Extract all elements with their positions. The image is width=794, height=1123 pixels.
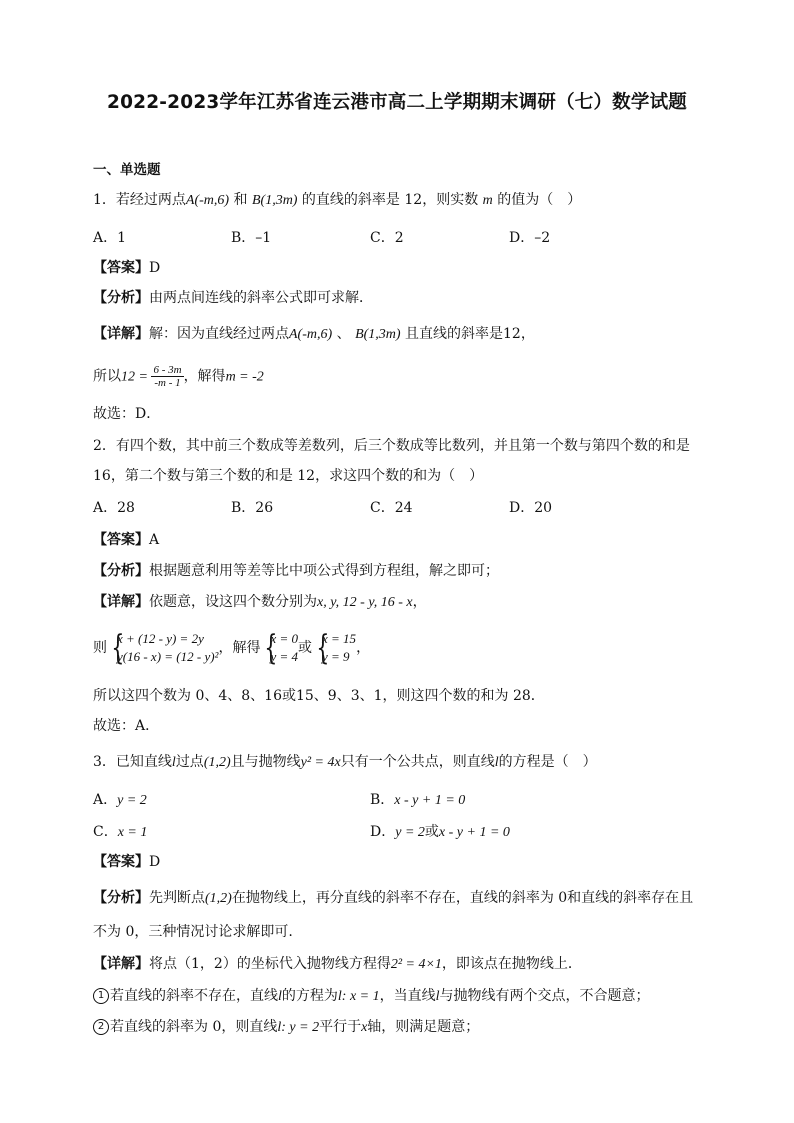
q1-option-b: B．–1 [231,230,272,246]
q2-stem-line2: 16，第二个数与第三个数的和是 12，求这四个数的和为（ ） [93,468,484,484]
q3-detail: 【详解】将点（1，2）的坐标代入抛物线方程得2² = 4×1，即该点在抛物线上． [93,956,582,972]
q1-option-a: A．1 [93,230,127,246]
q1-point-b: B(1,3m) [251,193,298,208]
q1-stem: 1．若经过两点A(-m,6) 和 B(1,3m) 的直线的斜率是 12，则实数 m 的值为（ ） [93,192,582,208]
q2-system: { x + (12 - y) = 2y y(16 - x) = (12 - y)² [111,628,219,668]
q2-equations: 则 { x + (12 - y) = 2y y(16 - x) = (12 - y)² ，解得 { x = 0 y = 4 或 { x = 15 y = 9 ， [93,628,371,668]
q1-solution: 所以12 = $\frac{6 - 3m}{-m - 1}$ ，解得m = -2 [93,364,264,389]
q2-answer: 【答案】A [93,532,160,548]
q3-case-1: 1 若直线的斜率不存在，直线l的方程为l: x = 1，当直线l与抛物线有两个交点，不合题意； [93,986,650,1007]
q3-answer: 【答案】D [93,854,161,870]
q2-stem-line1: 2．有四个数，其中前三个数成等差数列，后三个数成等比数列，并且第一个数与第四个数的和是 [93,438,690,454]
q1-answer: 【答案】D [93,260,161,276]
q3-case-2: 2 若直线的斜率为 0，则直线l: y = 2平行于x轴，则满足题意； [93,1017,479,1038]
q2-solution-1: { x = 0 y = 4 [264,628,299,668]
q1-fraction: $\frac{6 - 3m}{-m - 1}$ [153,364,182,389]
q2-option-b: B．26 [231,500,274,516]
q2-option-d: D．20 [509,500,553,516]
q2-analysis: 【分析】根据题意利用等差等比中项公式得到方程组，解之即可； [93,563,499,579]
circled-number-2: 2 [93,1019,109,1035]
q3-analysis-line2: 不为 0，三种情况讨论求解即可. [93,924,293,940]
q1-analysis: 【分析】由两点间连线的斜率公式即可求解． [93,290,373,306]
q3-stem: 3．已知直线l过点(1,2)且与抛物线y² = 4x只有一个公共点，则直线l的方程是（ ） [93,754,597,770]
page-title: 2022-2023学年江苏省连云港市高二上学期期末调研（七）数学试题 [107,92,687,113]
q1-detail: 【详解】解：因为直线经过两点A(-m,6) 、 B(1,3m) 且直线的斜率是12， [93,326,535,342]
q2-detail: 【详解】依题意，设这四个数分别为x, y, 12 - y, 16 - x， [93,594,427,610]
q2-option-a: A．28 [93,500,135,516]
circled-number-1: 1 [93,988,109,1004]
q1-point-a: A(-m,6) [185,193,230,208]
q2-choose: 故选：A． [93,718,160,734]
q2-option-c: C．24 [370,500,413,516]
q1-option-c: C．2 [370,230,404,246]
q3-option-b: B．x - y + 1 = 0 [370,792,466,808]
q3-option-a: A．y = 2 [93,792,147,808]
q2-solution-2: { x = 15 y = 9 [316,628,357,668]
q1-choose: 故选：D． [93,406,161,422]
q3-analysis-line1: 【分析】先判断点(1,2)在抛物线上，再分直线的斜率不存在，直线的斜率为 0和直线的斜率存在且 [93,890,694,906]
q3-option-c: C．x = 1 [93,824,148,840]
section-heading: 一、单选题 [93,162,161,178]
q3-option-d: D．y = 2或x - y + 1 = 0 [370,824,510,840]
q1-option-d: D．–2 [509,230,551,246]
q2-result: 所以这四个数为 0、4、8、16或15、9、3、1，则这四个数的和为 28． [93,688,545,704]
